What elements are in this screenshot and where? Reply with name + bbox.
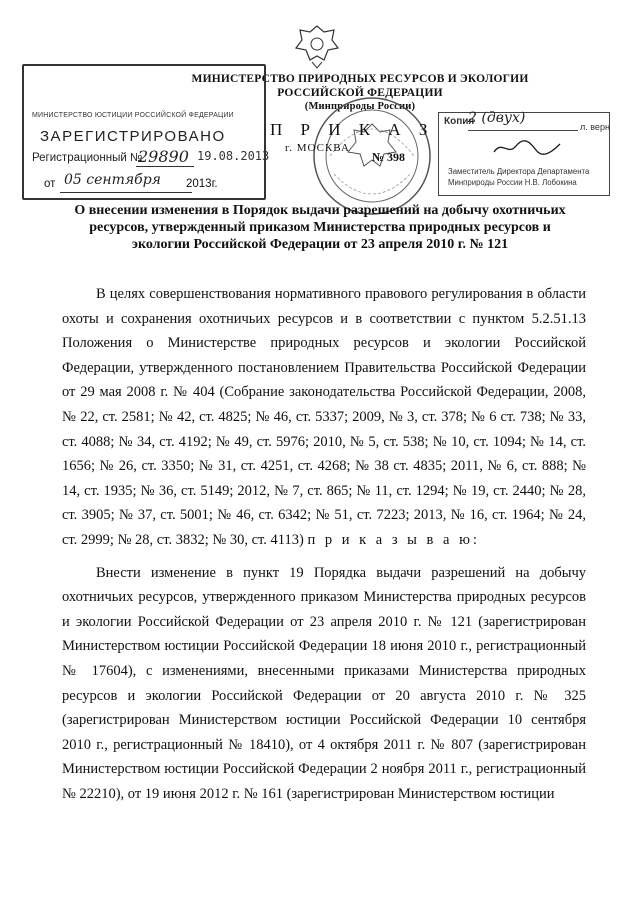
document-title xyxy=(40,202,600,253)
copy-pages-handwritten: 2 (двух) xyxy=(468,110,526,126)
ministry-short-name: (Минприроды России) xyxy=(304,101,416,112)
preamble-text: В целях совершенствования нормативного правового регулирования в области охоты и сохранения охотничьих ресурсов и в соответствии с пунктом 5.2.51.13 Положения о Министерстве природных ресурсов и экологии Российской Федерации, утвержденного постановлением Правительства Российской Федерации от 29 мая 2008 г. № 404 (Собрание законодательства Российской Федерации, 2008, № 22, ст. 2581; № 42, ст. 4825; № 46, ст. 5337; 2009, № 3, ст. 378; № 6 ст. 738; № 33, ст. 4088; № 34, ст. 4192; № 49, ст. 5976; 2010, № 5, ст. 538; № 10, ст. 1094; № 14, ст. 1656; № 26, ст. 3350; № 31, ст. 4251, ст. 4268; № 38 ст. 4835; 2011, № 6, ст. 888; № 14, ст. 1935; № 36, ст. 5149; 2012, № 7, ст. 865; № 11, ст. 1294; № 19, ст. 2440; № 28, ст. 3905; № 37, ст. 5001; № 46, ст. 6342; № 51, ст. 7223; 2013, № 16, ст. 1964; № 24, ст. 2999; № 28, ст. 3832; № 30, ст. 4113) xyxy=(62,286,586,548)
order-command: п р и к а з ы в а ю: xyxy=(307,531,480,548)
registration-date-stamp: 19.08.2013 xyxy=(197,149,270,163)
document-city: г. МОСКВА xyxy=(285,142,350,154)
registration-number-label: Регистрационный № xyxy=(32,152,143,164)
registration-number-handwritten: 29890 xyxy=(138,147,189,166)
registration-from-label: от xyxy=(44,178,56,190)
copy-stamp-suffix: л. верн xyxy=(580,122,610,132)
body-paragraph-preamble xyxy=(62,282,586,553)
coat-of-arms-emblem xyxy=(290,22,344,72)
document-title-line1: О внесении изменения в Порядок выдачи разрешений на добычу охотничьих xyxy=(74,203,566,218)
copy-stamp-signatory-line1: Заместитель Директора Департамента xyxy=(448,167,590,176)
signature-icon xyxy=(492,138,562,158)
body-paragraph-amendment: Внести изменение в пункт 19 Порядка выдачи разрешений на добычу охотничьих ресурсов, утвержденного приказом Министерства природных ресурсов и экологии Российской Федерации от 23 апреля 2010 г. № 121 (зарегистрирован Министерством юстиции Российской Федерации 18 июня 2010 г., регистрационный № 17604), с изменениями, внесенными приказами Министерства природных ресурсов и экологии Российской Федерации от 20 августа 2010 г. № 325 (зарегистрирован Министерством юстиции Российской Федерации 10 сентября 2010 г., регистрационный № 18410), от 4 октября 2011 г. № 807 (зарегистрирован Министерством юстиции Российской Федерации 2 ноября 2011 г., регистрационный № 22210), от 19 июня 2012 г. № 161 (зарегистрирован Министерством юстиции xyxy=(62,564,586,802)
document-title-line2: ресурсов, утвержденный приказом Министерства природных ресурсов и xyxy=(89,220,551,235)
order-number: № 398 xyxy=(372,150,406,164)
copy-stamp-signatory-line2: Минприроды России Н.В. Лобокина xyxy=(448,178,577,187)
document-type-heading: П Р И К А З xyxy=(270,120,435,139)
registration-number-underline xyxy=(136,166,194,167)
registration-date-handwritten: 05 сентября xyxy=(64,172,161,188)
copy-pages-underline xyxy=(468,130,578,131)
ministry-name-line2: РОССИЙСКОЙ ФЕДЕРАЦИИ xyxy=(277,87,443,99)
registration-date-underline xyxy=(60,192,192,193)
copy-stamp-signatory xyxy=(448,166,606,188)
registration-stamp-org: МИНИСТЕРСТВО ЮСТИЦИИ РОССИЙСКОЙ ФЕДЕРАЦИИ xyxy=(32,112,234,119)
document-body xyxy=(62,282,586,814)
registration-year: 2013г. xyxy=(186,178,218,190)
copy-stamp-label: Копия xyxy=(444,116,475,127)
ministry-name-line1: МИНИСТЕРСТВО ПРИРОДНЫХ РЕСУРСОВ И ЭКОЛОГИИ xyxy=(191,73,529,85)
registration-stamp-title: ЗАРЕГИСТРИРОВАНО xyxy=(40,128,226,145)
document-title-line3: экологии Российской Федерации от 23 апреля 2010 г. № 121 xyxy=(131,237,509,252)
